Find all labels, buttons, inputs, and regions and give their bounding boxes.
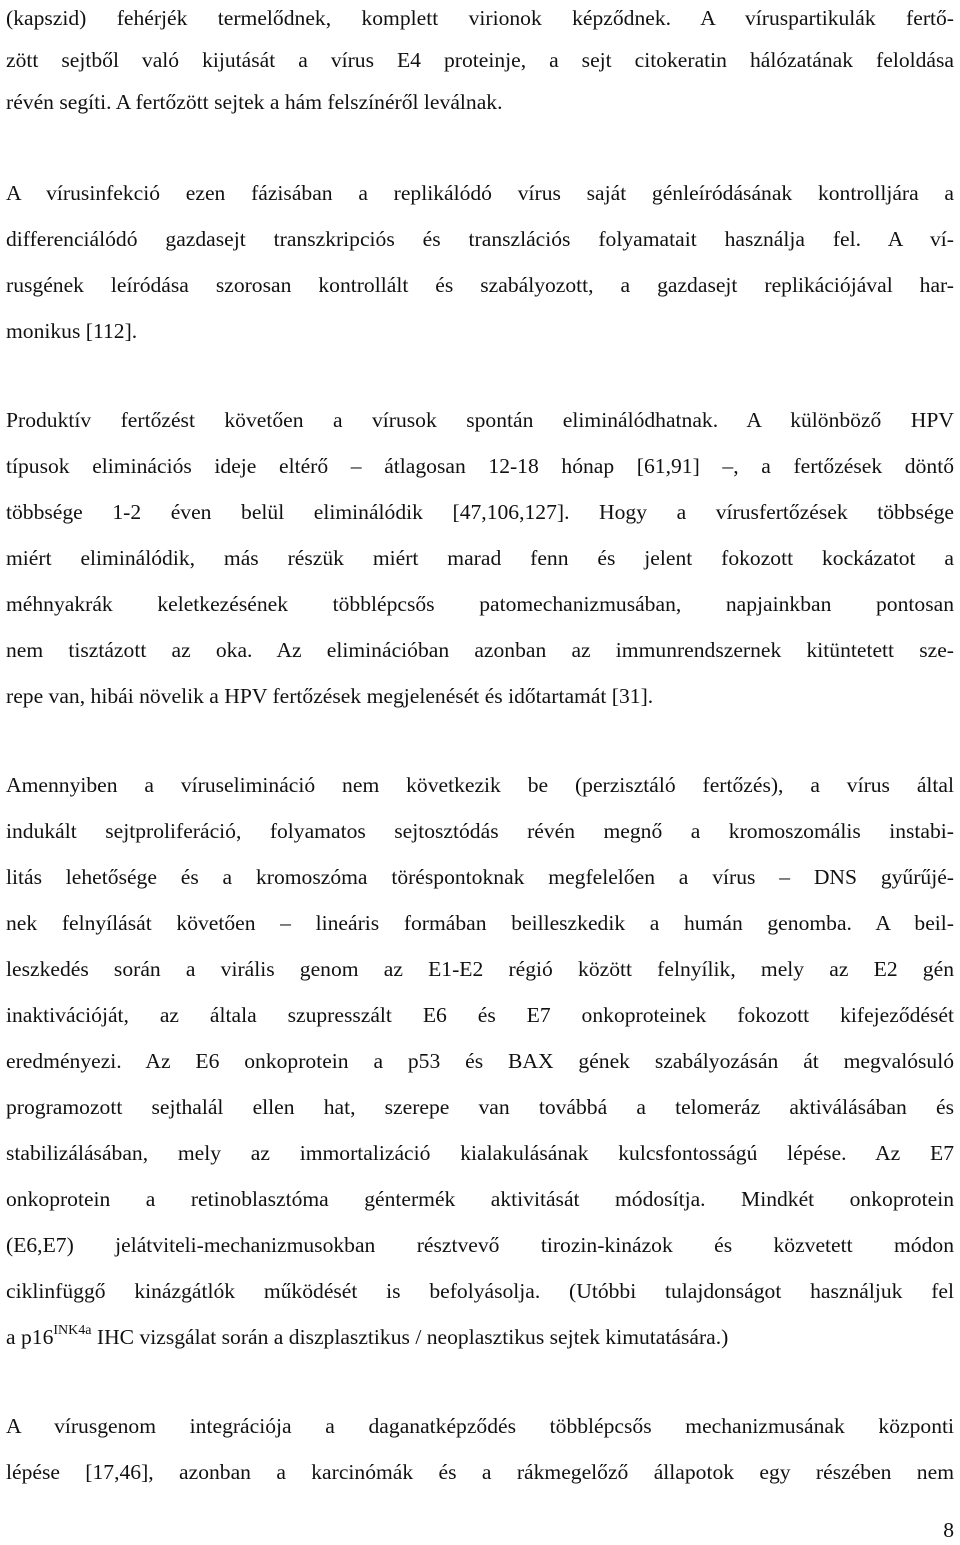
text-line: A vírusinfekció ezen fázisában a replikálódó vírus saját génleíródásának kontrolljára a xyxy=(6,181,954,205)
text-line: inaktivációját, az általa szupresszált E6 és E7 onkoproteinek fokozott kifejeződését xyxy=(6,1003,954,1027)
text-line: révén segíti. A fertőzött sejtek a hám felszínéről leválnak. xyxy=(6,90,503,114)
text-line: nem tisztázott az oka. Az eliminációban azonban az immunrendszernek kitüntetett sze- xyxy=(6,638,954,662)
text-line: stabilizálásában, mely az immortalizáció kialakulásának kulcsfontosságú lépése. Az E7 xyxy=(6,1141,954,1165)
p16-text: a p16 xyxy=(6,1325,54,1349)
text-line: A vírusgenom integrációja a daganatképződés többlépcsős mechanizmusának központi xyxy=(6,1414,954,1438)
text-line: zött sejtből való kijutását a vírus E4 proteinje, a sejt citokeratin hálózatának feloldása xyxy=(6,48,954,72)
text-line: litás lehetősége és a kromoszóma töréspontoknak megfelelően a vírus – DNS gyűrűjé- xyxy=(6,865,954,889)
text-line-p16 xyxy=(6,1322,954,1352)
text-line: (E6,E7) jelátviteli-mechanizmusokban résztvevő tirozin-kinázok és közvetett módon xyxy=(6,1233,954,1257)
ink4a-superscript: INK4a xyxy=(53,1322,92,1338)
text-line: repe van, hibái növelik a HPV fertőzések megjelenését és időtartamát [31]. xyxy=(6,684,654,708)
text-line: típusok eliminációs ideje eltérő – átlagosan 12-18 hónap [61,91] –, a fertőzések döntő xyxy=(6,454,954,478)
text-line: indukált sejtproliferáció, folyamatos sejtosztódás révén megnő a kromoszomális instabi- xyxy=(6,819,954,843)
text-line: differenciálódó gazdasejt transzkripciós és transzlációs folyamatait használja fel. A ví- xyxy=(6,227,954,251)
text-line: leszkedés során a virális genom az E1-E2 régió között felnyílik, mely az E2 gén xyxy=(6,957,954,981)
p16-line-rest: IHC vizsgálat során a diszplasztikus / neoplasztikus sejtek kimutatására.) xyxy=(91,1325,729,1349)
text-line: lépése [17,46], azonban a karcinómák és a rákmegelőző állapotok egy részében nem xyxy=(6,1460,954,1484)
text-line: onkoprotein a retinoblasztóma géntermék aktivitását módosítja. Mindkét onkoprotein xyxy=(6,1187,954,1211)
text-line: (kapszid) fehérjék termelődnek, komplett virionok képződnek. A víruspartikulák fertő- xyxy=(6,6,954,30)
page-number: 8 xyxy=(943,1518,954,1542)
text-line: monikus [112]. xyxy=(6,319,138,343)
text-line: Amennyiben a víruselimináció nem következik be (perzisztáló fertőzés), a vírus által xyxy=(6,773,954,797)
text-line: nek felnyílását követően – lineáris formában beilleszkedik a humán genomba. A beil- xyxy=(6,911,954,935)
text-line: méhnyakrák keletkezésének többlépcsős patomechanizmusában, napjainkban pontosan xyxy=(6,592,954,616)
text-line: miért eliminálódik, más részük miért marad fenn és jelent fokozott kockázatot a xyxy=(6,546,954,570)
text-line: eredményezi. Az E6 onkoprotein a p53 és BAX gének szabályozásán át megvalósuló xyxy=(6,1049,954,1073)
text-line: Produktív fertőzést követően a vírusok spontán eliminálódhatnak. A különböző HPV xyxy=(6,408,954,432)
text-line: rusgének leíródása szorosan kontrollált és szabályozott, a gazdasejt replikációjával har- xyxy=(6,273,954,297)
text-line: többsége 1-2 éven belül eliminálódik [47,106,127]. Hogy a vírusfertőzések többsége xyxy=(6,500,954,524)
text-line: ciklinfüggő kinázgátlók működését is befolyásolja. (Utóbbi tulajdonságot használjuk fel xyxy=(6,1279,954,1303)
text-line: programozott sejthalál ellen hat, szerepe van továbbá a telomeráz aktiválásában és xyxy=(6,1095,954,1119)
